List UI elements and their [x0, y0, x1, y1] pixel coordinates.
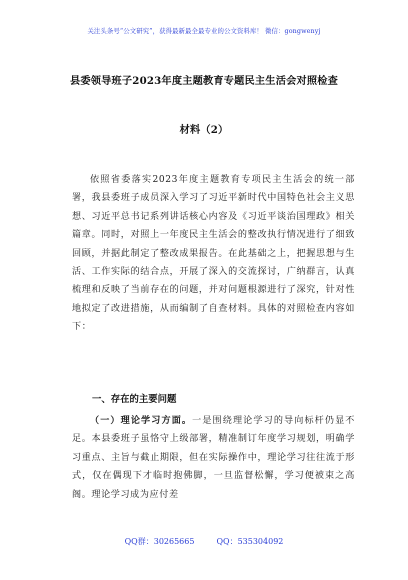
footer-qq-number: QQ：535304092	[216, 537, 284, 546]
document-title-line-2: 材料（2）	[179, 124, 229, 136]
section-heading-main-problems: 一、存在的主要问题	[92, 394, 177, 405]
footer-qq-group: QQ群：30265665	[124, 537, 195, 546]
theory-study-text: 一是围绕理论学习的导向标杆仍显不足。本县委班子虽恪守上级部署，精准制订年度学习规划，明确学习重点、主旨与截止期限，但在实际操作中，理论学习往往流于形式，仅在偶现下才临时抱佛脚，一旦监督松懈，学习便被束之高阁。理论学习成为应付差	[72, 416, 355, 500]
theory-study-paragraph	[72, 412, 355, 504]
footer-contact	[0, 536, 408, 547]
intro-paragraph: 依照省委落实2023年度主题教育专项民主生活会的统一部署，我县委班子成员深入学习了习近平新时代中国特色社会主义思想、习近平总书记系列讲话核心内容及《习近平谈治国理政》相关篇章。同时，对照上一年度民主生活会的整改执行情况进行了细致回顾，并据此制定了整改成果报告。在此基础之上，把握思想与生活、工作实际的结合点，开展了深入的交流探讨，广纳群言，认真梳理和反映了当前存在的问题，并对问题根源进行了深究，针对性地拟定了改进措施，从而编制了自查材料。具体的对照检查内容如下：	[72, 175, 355, 333]
header-promo-note: 关注头条号“公文研究”，获得最新最全最专业的公文资料库！ 微信：gongwenyj	[87, 27, 321, 35]
document-title-line-1: 县委领导班子2023年度主题教育专题民主生活会对照检查	[69, 75, 339, 87]
theory-study-subheading: （一）理论学习方面。	[90, 415, 193, 426]
